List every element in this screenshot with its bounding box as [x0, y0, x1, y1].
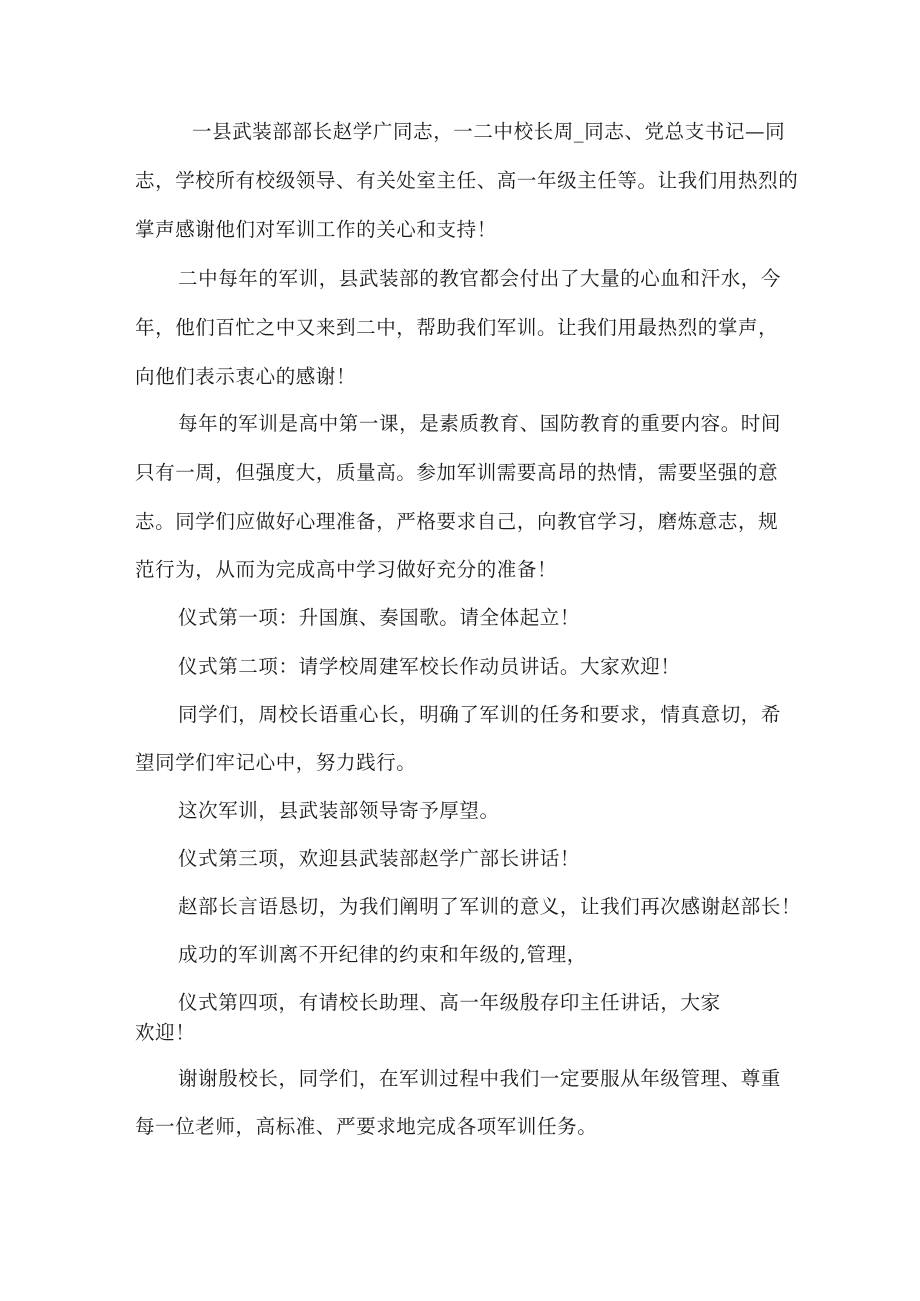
paragraph-line: 只有一周，但强度大，质量高。参加军训需要高昂的热情，需要坚强的意	[135, 461, 779, 484]
paragraph-line: 成功的军训离不开纪律的约束和年级的,管理，	[178, 943, 587, 966]
paragraph-line: 范行为，从而为完成高中学习做好充分的准备！	[135, 558, 558, 581]
paragraph-line: 向他们表示衷心的感谢！	[135, 365, 357, 388]
paragraph-line: 每年的军训是高中第一课，是素质教育、国防教育的重要内容。时间	[178, 412, 782, 435]
paragraph-line: 仪式第一项：升国旗、奏国歌。请全体起立！	[178, 606, 581, 629]
paragraph-line: 望同学们牢记心中，努力践行。	[135, 751, 417, 774]
paragraph-line: 志，学校所有校级领导、有关处室主任、高一年级主任等。让我们用热烈的	[135, 169, 799, 192]
paragraph-line: 一县武装部部长赵学广同志，一二中校长周_同志、党总支书记—同	[192, 120, 786, 143]
paragraph-line: 仪式第四项，有请校长助理、高一年级殷存印主任讲话，大家	[178, 991, 721, 1014]
paragraph-line: 掌声感谢他们对军训工作的关心和支持！	[135, 218, 497, 241]
paragraph-line: 赵部长言语恳切，为我们阐明了军训的意义，让我们再次感谢赵部长！	[178, 895, 802, 918]
paragraph-line: 志。同学们应做好心理准备，严格要求自己，向教官学习，磨炼意志，规	[135, 510, 779, 533]
paragraph-line: 年，他们百忙之中又来到二中，帮助我们军训。让我们用最热烈的掌声，	[135, 316, 779, 339]
paragraph-line: 谢谢殷校长，同学们，在军训过程中我们一定要服从年级管理、尊重	[178, 1067, 782, 1090]
paragraph-line: 仪式第三项，欢迎县武装部赵学广部长讲话！	[178, 847, 581, 870]
paragraph-line: 欢迎！	[135, 1021, 196, 1044]
paragraph-line: 每一位老师，高标准、严要求地完成各项军训任务。	[135, 1115, 598, 1138]
paragraph-line: 这次军训，县武装部领导寄予厚望。	[178, 799, 500, 822]
paragraph-line: 二中每年的军训，县武装部的教官都会付出了大量的心血和汗水，今	[178, 267, 782, 290]
paragraph-line: 仪式第二项：请学校周建军校长作动员讲话。大家欢迎！	[178, 655, 681, 678]
paragraph-line: 同学们，周校长语重心长，明确了军训的任务和要求，情真意切，希	[178, 703, 782, 726]
